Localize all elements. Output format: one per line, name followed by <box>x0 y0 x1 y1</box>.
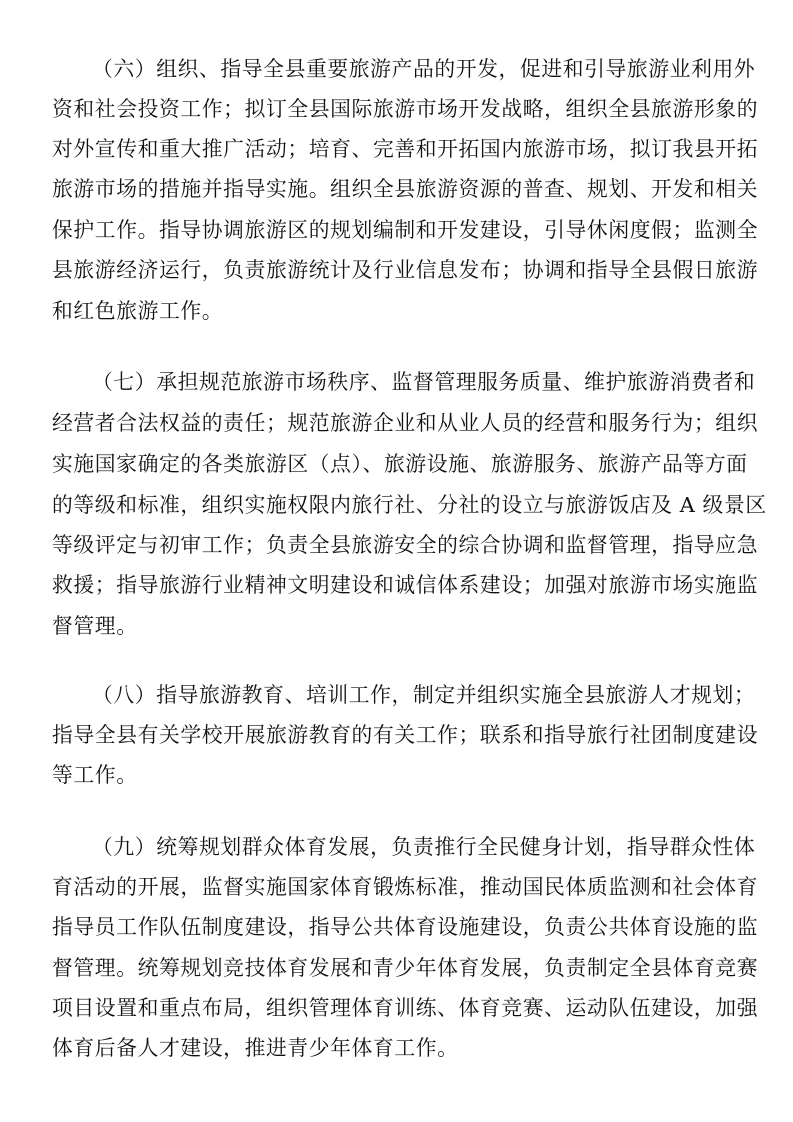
paragraph-line: 体育后备人才建设，推进青少年体育工作。 <box>52 1036 459 1060</box>
paragraph-line: 救援；指导旅游行业精神文明建设和诚信体系建设；加强对旅游市场实施监 <box>52 573 759 597</box>
paragraph-line: （六）组织、指导全县重要旅游产品的开发，促进和引导旅游业利用外 <box>92 57 756 81</box>
paragraph-line: 督管理。统筹规划竞技体育发展和青少年体育发展，负责制定全县体育竞赛 <box>52 956 759 980</box>
paragraph-line: 等工作。 <box>52 763 138 787</box>
paragraph-line: 对外宣传和重大推广活动；培育、完善和开拓国内旅游市场，拟订我县开拓 <box>52 137 759 161</box>
paragraph-line: 等级评定与初审工作；负责全县旅游安全的综合协调和监督管理，指导应急 <box>52 533 759 557</box>
paragraph-line: 育活动的开展，监督实施国家体育锻炼标准，推动国民体质监测和社会体育 <box>52 875 759 899</box>
paragraph-line: 项目设置和重点布局，组织管理体育训练、体育竞赛、运动队伍建设，加强 <box>52 996 759 1020</box>
paragraph-line: 旅游市场的措施并指导实施。组织全县旅游资源的普查、规划、开发和相关 <box>52 177 759 201</box>
paragraph-line: 实施国家确定的各类旅游区（点）、旅游设施、旅游服务、旅游产品等方面 <box>52 452 748 476</box>
paragraph-line: 的等级和标准，组织实施权限内旅行社、分社的设立与旅游饭店及 A 级景区 <box>52 493 767 517</box>
paragraph-line: 县旅游经济运行，负责旅游统计及行业信息发布；协调和指导全县假日旅游 <box>52 258 759 282</box>
paragraph-line: （九）统筹规划群众体育发展，负责推行全民健身计划，指导群众性体 <box>92 835 756 859</box>
paragraph-line: 指导全县有关学校开展旅游教育的有关工作；联系和指导旅行社团制度建设 <box>52 723 759 747</box>
paragraph-line: （七）承担规范旅游市场秩序、监督管理服务质量、维护旅游消费者和 <box>92 370 756 394</box>
paragraph-line: 和红色旅游工作。 <box>52 299 224 323</box>
paragraph-line: 资和社会投资工作；拟订全县国际旅游市场开发战略，组织全县旅游形象的 <box>52 97 759 121</box>
paragraph-line: 督管理。 <box>52 614 138 638</box>
paragraph-line: 指导员工作队伍制度建设，指导公共体育设施建设，负责公共体育设施的监 <box>52 915 759 939</box>
paragraph-line: （八）指导旅游教育、培训工作，制定并组织实施全县旅游人才规划； <box>92 683 756 707</box>
paragraph-line: 保护工作。指导协调旅游区的规划编制和开发建设，引导休闲度假；监测全 <box>52 218 759 242</box>
paragraph-line: 经营者合法权益的责任；规范旅游企业和从业人员的经营和服务行为；组织 <box>52 411 759 435</box>
